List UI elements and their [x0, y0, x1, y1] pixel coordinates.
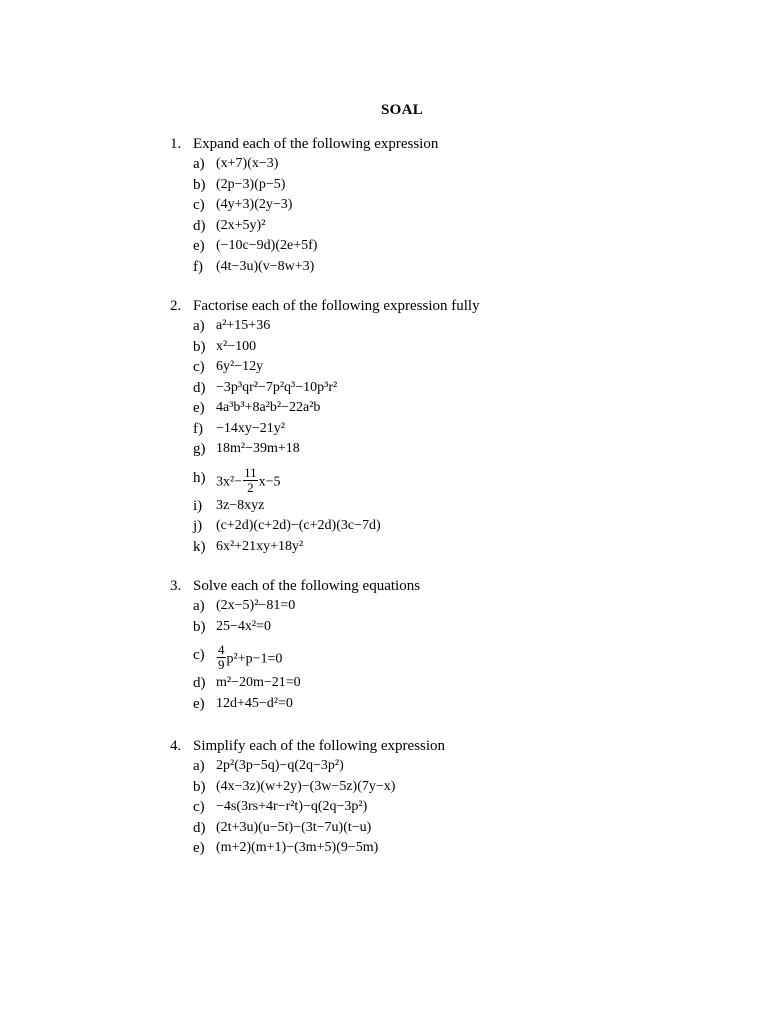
math-expression: (−10c−9d)(2e+5f) [216, 238, 318, 253]
item-label: c) [193, 647, 205, 663]
section-heading-text: Expand each of the following expression [193, 136, 439, 152]
question-item [170, 419, 730, 440]
expression-part: x−5 [258, 474, 281, 490]
section-heading [170, 576, 730, 596]
math-expression: m²−20m−21=0 [216, 675, 301, 690]
math-expression: (4t−3u)(v−8w+3) [216, 258, 315, 274]
item-label: j) [193, 518, 203, 534]
math-expression: (2x+5y)² [216, 217, 266, 233]
item-label: k) [193, 538, 206, 555]
item-label: e) [193, 400, 205, 416]
item-label: d) [193, 379, 206, 396]
item-label: a) [193, 758, 205, 774]
math-expression: (x+7)(x−3) [216, 156, 279, 171]
item-label: g) [193, 441, 206, 457]
math-expression: −3p³qr²−7p²q³−10p³r² [216, 379, 338, 395]
question-item [170, 537, 730, 558]
section-number: 3. [170, 578, 182, 594]
question-item [170, 637, 730, 673]
math-expression: (2p−3)(p−5) [216, 176, 286, 192]
question-item [170, 175, 730, 196]
section-factorise [170, 296, 730, 557]
section-heading-text: Simplify each of the following expression [193, 738, 446, 754]
question-item [170, 439, 730, 460]
question-item [170, 777, 730, 798]
math-expression: (2x−5)²−81=0 [216, 598, 296, 613]
question-item [170, 596, 730, 617]
item-label: c) [193, 799, 205, 815]
question-item [170, 378, 730, 399]
question-item [170, 154, 730, 175]
item-label: e) [193, 840, 205, 856]
math-expression: (4x−3z)(w+2y)−(3w−5z)(7y−x) [216, 778, 396, 794]
section-heading-text: Solve each of the following equations [193, 578, 421, 594]
question-item [170, 337, 730, 358]
math-expression: 12d+45−d²=0 [216, 695, 293, 711]
item-label: h) [193, 469, 206, 486]
item-label: d) [193, 217, 206, 234]
math-expression: (2t+3u)(u−5t)−(3t−7u)(t−u) [216, 819, 372, 835]
math-expression: 6x²+21xy+18y² [216, 538, 304, 554]
math-expression: (c+2d)(c+2d)−(c+2d)(3c−7d) [216, 518, 381, 533]
item-label: c) [193, 359, 205, 375]
question-item [170, 797, 730, 818]
item-label: e) [193, 695, 205, 712]
fraction-numerator: 4 [218, 642, 225, 657]
item-label: d) [193, 675, 206, 691]
math-expression: 3z−8xyz [216, 497, 265, 513]
math-expression: 6y²−12y [216, 359, 264, 374]
math-expression: 4a³b³+8a²b²−22a²b [216, 400, 321, 415]
math-expression: (m+2)(m+1)−(3m+5)(9−5m) [216, 840, 379, 855]
item-label: i) [193, 497, 203, 514]
math-expression: 18m²−39m+18 [216, 441, 300, 456]
item-label: b) [193, 778, 206, 795]
math-expression: x²−100 [216, 338, 257, 354]
question-item [170, 516, 730, 537]
section-number: 1. [170, 136, 182, 152]
fraction [217, 643, 226, 672]
section-expand [170, 134, 730, 277]
question-item [170, 398, 730, 419]
section-number: 4. [170, 738, 182, 754]
math-expression: a²+15+36 [216, 318, 271, 333]
question-item [170, 236, 730, 257]
item-label: a) [193, 598, 205, 614]
question-item [170, 316, 730, 337]
math-expression: −4s(3rs+4r−r²t)−q(2q−3p²) [216, 799, 368, 814]
item-label: e) [193, 238, 205, 254]
question-item [170, 496, 730, 517]
question-item [170, 357, 730, 378]
question-item [170, 756, 730, 777]
section-simplify [170, 736, 730, 859]
question-item [170, 673, 730, 694]
item-label: b) [193, 338, 206, 355]
fraction-denominator: 2 [247, 479, 254, 495]
fraction-numerator: 11 [244, 464, 257, 480]
question-item [170, 460, 730, 496]
item-label: c) [193, 197, 205, 213]
expression-part: p²+p−1=0 [226, 651, 283, 667]
question-item [170, 617, 730, 638]
item-label: a) [193, 318, 205, 334]
math-expression [216, 464, 281, 497]
item-label: a) [193, 156, 205, 172]
item-label: f) [193, 420, 203, 437]
question-item [170, 838, 730, 859]
section-solve [170, 576, 730, 714]
section-heading [170, 736, 730, 756]
section-heading [170, 296, 730, 316]
math-expression: 25−4x²=0 [216, 618, 271, 634]
question-item [170, 216, 730, 237]
item-label: f) [193, 258, 203, 275]
fraction [243, 466, 258, 495]
section-heading-text: Factorise each of the following expression fully [193, 298, 480, 314]
question-item [170, 195, 730, 216]
question-item [170, 818, 730, 839]
item-label: b) [193, 618, 206, 635]
math-expression: −14xy−21y² [216, 420, 285, 436]
math-expression: 2p²(3p−5q)−q(2q−3p²) [216, 758, 344, 773]
section-number: 2. [170, 298, 182, 314]
question-item [170, 257, 730, 278]
expression-part: 3x²− [216, 474, 243, 490]
math-expression [216, 642, 283, 674]
section-heading [170, 134, 730, 154]
item-label: b) [193, 176, 206, 193]
page-title: SOAL [380, 102, 424, 118]
item-label: d) [193, 819, 206, 836]
fraction-denominator: 9 [218, 657, 225, 672]
question-item [170, 694, 730, 715]
math-expression: (4y+3)(2y−3) [216, 197, 293, 212]
